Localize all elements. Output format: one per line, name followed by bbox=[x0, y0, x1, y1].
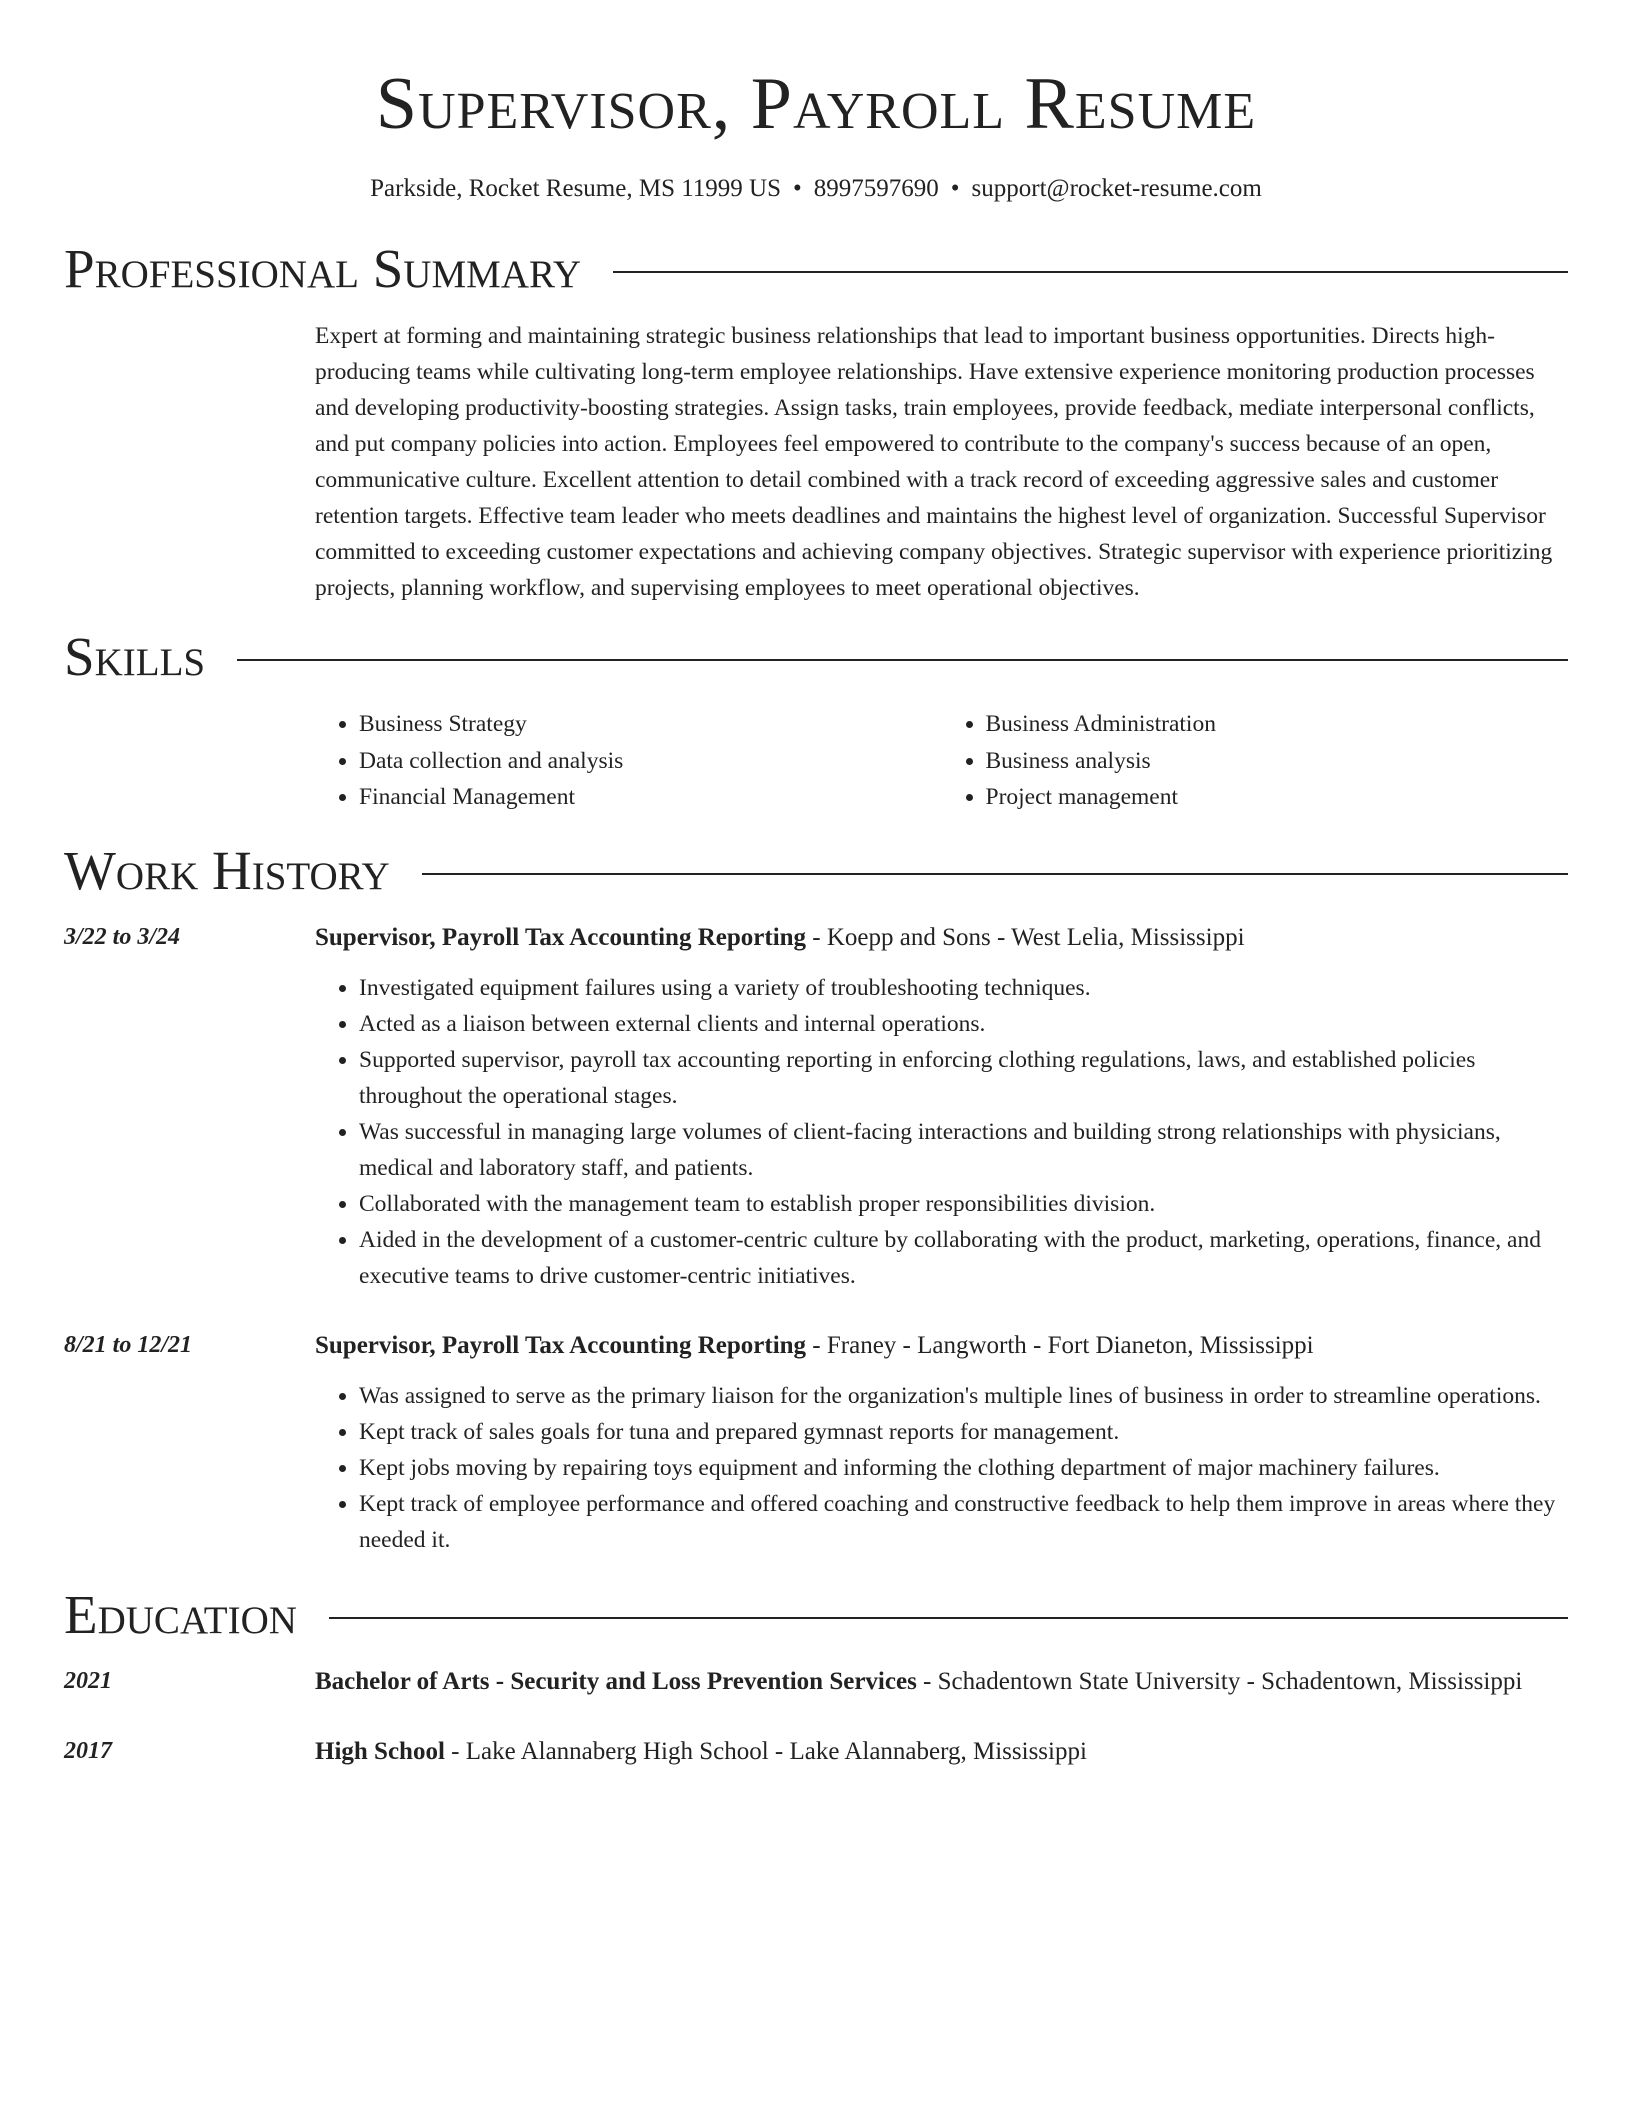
job-title: Supervisor, Payroll Tax Accounting Reporting bbox=[315, 923, 807, 951]
work-details bbox=[315, 1326, 1568, 1558]
degree-name: Bachelor of Arts - Security and Loss Prevention Services bbox=[315, 1667, 917, 1695]
education-entry bbox=[64, 1662, 1568, 1702]
education-date: 2021 bbox=[64, 1667, 112, 1694]
education-date: 2017 bbox=[64, 1737, 112, 1764]
skill-item: • Business analysis bbox=[986, 743, 1569, 780]
skill-item: • Data collection and analysis bbox=[359, 743, 942, 780]
contact-separator: • bbox=[950, 175, 960, 202]
section-divider bbox=[422, 873, 1568, 875]
job-bullet: • Collaborated with the management team to establish proper responsibilities division. bbox=[359, 1186, 1568, 1222]
education-entry bbox=[64, 1732, 1568, 1772]
job-bullet: • Investigated equipment failures using a variety of troubleshooting techniques. bbox=[359, 970, 1568, 1006]
resume-title: Supervisor, Payroll Resume bbox=[375, 63, 1257, 145]
job-bullets bbox=[315, 1378, 1568, 1558]
education-heading bbox=[64, 1580, 1568, 1650]
job-bullet: • Acted as a liaison between external clients and internal operations. bbox=[359, 1006, 1568, 1042]
work-title-line bbox=[315, 1326, 1568, 1366]
work-title: Work History bbox=[64, 839, 390, 901]
school-name: - Lake Alannaberg High School - Lake Alannaberg, Mississippi bbox=[444, 1737, 1087, 1765]
contact-line bbox=[64, 172, 1568, 206]
summary-text: Expert at forming and maintaining strategic business relationships that lead to important business opportunities. Directs high-producing teams while cultivating long-term employee relationships. Have extensive experience monitoring production processes and developing productivity-boosting strategies. Assign tasks, train employees, provide feedback, mediate interpersonal conflicts, and put company policies into action. Employees feel empowered to contribute to the company's success because of an open, communicative culture. Excellent attention to detail combined with a track record of exceeding aggressive sales and customer retention targets. Effective team leader who meets deadlines and maintains the highest level of organization. Successful Supervisor committed to exceeding customer expectations and achieving company objectives. Strategic supervisor with experience prioritizing projects, planning workflow, and supervising employees to meet operational objectives. bbox=[315, 323, 1553, 601]
contact-separator: • bbox=[793, 175, 802, 202]
skills-heading bbox=[64, 622, 1568, 692]
contact-address: Parkside, Rocket Resume, MS 11999 US bbox=[370, 175, 782, 202]
section-divider bbox=[613, 271, 1568, 273]
education-title-line bbox=[315, 1732, 1568, 1772]
job-bullet: • Supported supervisor, payroll tax accounting reporting in enforcing clothing regulations, laws, and established policies throughout the operational stages. bbox=[359, 1042, 1568, 1114]
work-entry bbox=[64, 1326, 1568, 1558]
summary-body bbox=[315, 318, 1568, 606]
education-title-line bbox=[315, 1662, 1568, 1702]
job-bullet: • Kept track of sales goals for tuna and prepared gymnast reports for management. bbox=[359, 1414, 1568, 1450]
section-divider bbox=[237, 659, 1568, 661]
job-bullet: • Was assigned to serve as the primary liaison for the organization's multiple lines of business in order to streamline operations. bbox=[359, 1378, 1568, 1414]
education-details bbox=[315, 1732, 1568, 1772]
education-section bbox=[64, 1580, 1568, 1772]
work-entry bbox=[64, 918, 1568, 1294]
work-details bbox=[315, 918, 1568, 1294]
degree-name: High School bbox=[315, 1737, 445, 1765]
work-title-line bbox=[315, 918, 1568, 958]
work-date: 3/22 to 3/24 bbox=[64, 923, 181, 950]
job-bullets bbox=[315, 970, 1568, 1294]
job-bullet: • Aided in the development of a customer-centric culture by collaborating with the product, marketing, operations, finance, and executive teams to drive customer-centric initiatives. bbox=[359, 1222, 1568, 1294]
skills-column-right bbox=[942, 706, 1569, 816]
contact-phone: 8997597690 bbox=[813, 175, 939, 202]
job-company: - Franey - Langworth - Fort Dianeton, Mississippi bbox=[806, 1331, 1314, 1359]
skills-body bbox=[315, 706, 1568, 816]
resume-header bbox=[64, 0, 1568, 206]
job-bullet: • Kept jobs moving by repairing toys equipment and informing the clothing department of major machinery failures. bbox=[359, 1450, 1568, 1486]
skills-section bbox=[64, 622, 1568, 816]
job-bullet: • Was successful in managing large volumes of client-facing interactions and building strong relationships with physicians, medical and laboratory staff, and patients. bbox=[359, 1114, 1568, 1186]
skill-item: • Business Strategy bbox=[359, 706, 942, 743]
summary-section bbox=[64, 234, 1568, 606]
job-company: - Koepp and Sons - West Lelia, Mississippi bbox=[806, 923, 1245, 951]
summary-title: Professional Summary bbox=[64, 238, 582, 299]
education-details bbox=[315, 1662, 1568, 1702]
education-title: Education bbox=[64, 1583, 297, 1645]
skill-item: • Financial Management bbox=[359, 779, 942, 816]
summary-heading bbox=[64, 234, 1568, 304]
school-name: - Schadentown State University - Schadentown, Mississippi bbox=[916, 1667, 1523, 1695]
skills-column-left bbox=[315, 706, 942, 816]
skills-title: Skills bbox=[64, 626, 206, 687]
contact-email: support@rocket-resume.com bbox=[971, 175, 1262, 202]
work-section bbox=[64, 836, 1568, 1558]
job-title: Supervisor, Payroll Tax Accounting Reporting bbox=[315, 1331, 807, 1359]
work-heading bbox=[64, 836, 1568, 906]
work-date: 8/21 to 12/21 bbox=[64, 1331, 193, 1358]
skills-grid bbox=[315, 706, 1568, 816]
skill-item: • Business Administration bbox=[986, 706, 1569, 743]
skill-item: • Project management bbox=[986, 779, 1569, 816]
job-bullet: • Kept track of employee performance and offered coaching and constructive feedback to help them improve in areas where they needed it. bbox=[359, 1486, 1568, 1558]
section-divider bbox=[329, 1617, 1568, 1619]
